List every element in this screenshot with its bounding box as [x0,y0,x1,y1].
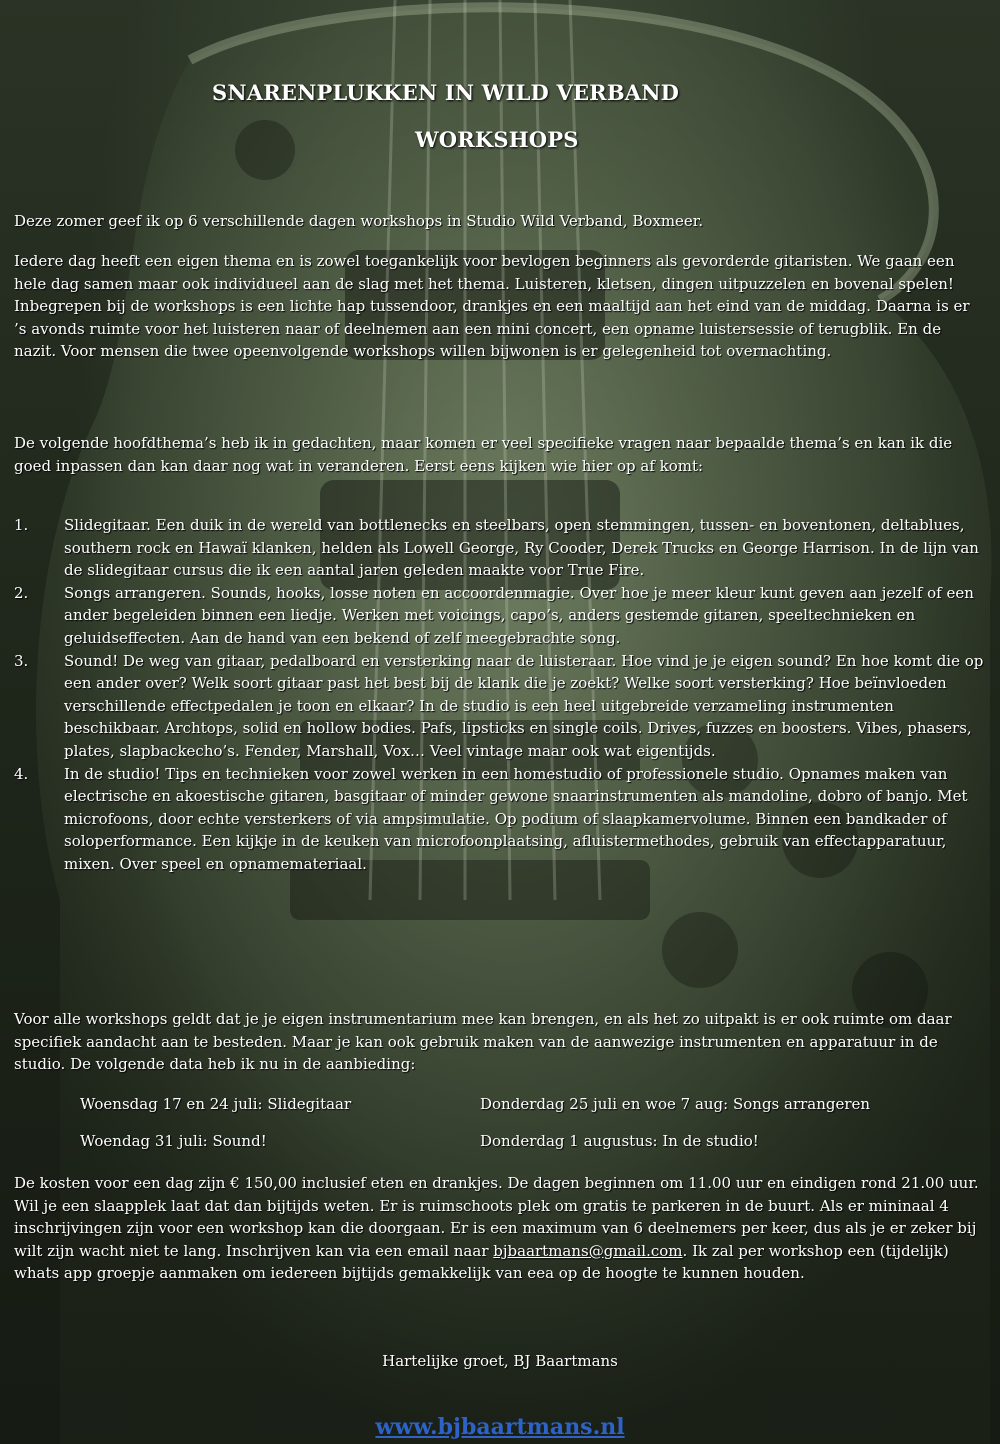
list-item-number: 1. [14,516,29,534]
email-link[interactable]: bjbaartmans@gmail.com [493,1241,683,1260]
list-item [14,650,986,763]
greeting: Hartelijke groet, BJ Baartmans [382,1352,618,1370]
costs-paragraph [14,1172,986,1285]
list-item-text: Songs arrangeren. Sounds, hooks, losse noten en accoordenmagie. Over hoe je meer kleur kunt geven aan jezelf of een ander begeleiden binnen een liedje. Werken met voicings, capo’s, anders gestemde gitaren, speeltechnieken en geluidseffecten. Aan de hand van een bekend of zelf meegebrachte song. [64,583,974,647]
list-item-number: 2. [14,583,29,602]
list-item-text: Sound! De weg van gitaar, pedalboard en versterking naar de luisteraar. Hoe vind je je eigen sound? En hoe komt die op een ander over? Welk soort gitaar past het best bij de klank die je zoekt? Welke soort versterking? Hoe beïnvloeden verschillende effectpedalen je toon en elkaar? In de studio is een heel uitgebreide verzameling instrumenten beschikbaar. Archtops, solid en hollow bodies. Pafs, lipsticks en single coils. Drives, fuzzes en boosters. Vibes, phasers, plates, slapbackecho’s. Fender, Marshall, Vox… Veel vintage maar ook wat eigentijds. [64,651,984,760]
list-item-number: 4. [14,764,29,783]
costs-text: De kosten voor een dag zijn € 150,00 inclusief eten en drankjes. De dagen beginnen om 11.00 uur en eindigen rond 21.00 uur. Wil je een slaapplek laat dat dan bijtijds weten. Er is ruimschoots plek om gratis te parkeren in de buurt. Als er mininaal 4 inschrijvingen zijn voor een workshop kan die doorgaan. Er is een maximum van 6 deelnemers per keer, dus als je er zeker bij wilt zijn wacht niet te lang. Inschrijven kan via een email naar [14,1174,979,1260]
themes-list [14,514,986,876]
list-item [14,763,986,876]
intro-paragraph: Deze zomer geef ik op 6 verschillende dagen workshops in Studio Wild Verband, Boxmeer. [14,212,704,230]
themes-intro-paragraph: De volgende hoofdthema’s heb ik in gedachten, maar komen er veel specifieke vragen naar bepaalde thema’s en kan ik die goed inpassen dan kan daar nog wat in veranderen. Eerst eens kijken wie hier op af komt: [14,434,953,475]
workshops-note-paragraph: Voor alle workshops geldt dat je je eigen instrumentarium mee kan brengen, en als het zo uitpakt is er ook ruimte om daar specifiek aandacht aan te besteden. Maar je kan ook gebruik maken van de aanwezige instrumenten en apparatuur in de studio. De volgende data heb ik nu in de aanbieding: [14,1010,952,1074]
description-paragraph: Iedere dag heeft een eigen thema en is zowel toegankelijk voor bevlogen beginners als gevorderde gitaristen. We gaan een hele dag samen maar ook individueel aan de slag met het thema. Luisteren, kletsen, dingen uitpuzzelen en bovenal spelen! [14,252,955,293]
list-item [14,514,986,582]
list-item-text: Slidegitaar. Een duik in de wereld van bottlenecks en steelbars, open stemmingen, tussen- en boventonen, deltablues, southern rock en Hawaï klanken, helden als Lowell George, Ry Cooder, Derek Trucks en George Harrison. In de lijn van de slidegitaar cursus die ik een aantal jaren geleden maakte voor True Fire. [64,516,979,580]
workshop-date: Donderdag 1 augustus: In de studio! [480,1132,759,1150]
list-item-text: In de studio! Tips en technieken voor zowel werken in een homestudio of professionele studio. Opnames maken van electrische en akoestische gitaren, basgitaar of minder gewone snaarinstrumenten als mandoline, dobro of banjo. Met microfoons, door echte versterkers of via ampsimulatie. Op podium of slaapkamervolume. Binnen een bandkader of soloperformance. Een kijkje in de keuken van microfoonplaatsing, afluistermethodes, gebruik van effectapparatuur, mixen. Over speel en opnamemateriaal. [64,764,968,873]
workshop-date: Woendag 31 juli: Sound! [80,1132,267,1150]
list-item-number: 3. [14,651,29,670]
costs-text-end: . Ik zal per workshop een (tijdelijk) whats app groepje aanmaken om iedereen bijtijds gemakkelijk van eea op de hoogte te kunnen houden. [14,1241,949,1283]
workshop-date: Donderdag 25 juli en woe 7 aug: Songs arrangeren [480,1095,871,1113]
description-paragraph-2: Inbegrepen bij de workshops is een lichte hap tussendoor, drankjes en een maaltijd aan het eind van de middag. Daarna is er ’s avonds ruimte voor het luisteren naar of deelnemen aan een mini concert, een opname luistersessie of terugblik. En de nazit. Voor mensen die twee opeenvolgende workshops willen bijwonen is er gelegenheid tot overnachting. [14,297,970,361]
list-item [14,582,986,650]
page-title: SNARENPLUKKEN IN WILD VERBAND [212,80,680,105]
website-link[interactable]: www.bjbaartmans.nl [375,1414,625,1440]
description-block [14,250,986,363]
workshop-date: Woensdag 17 en 24 juli: Slidegitaar [80,1095,352,1113]
page-subtitle: WORKSHOPS [415,127,579,152]
